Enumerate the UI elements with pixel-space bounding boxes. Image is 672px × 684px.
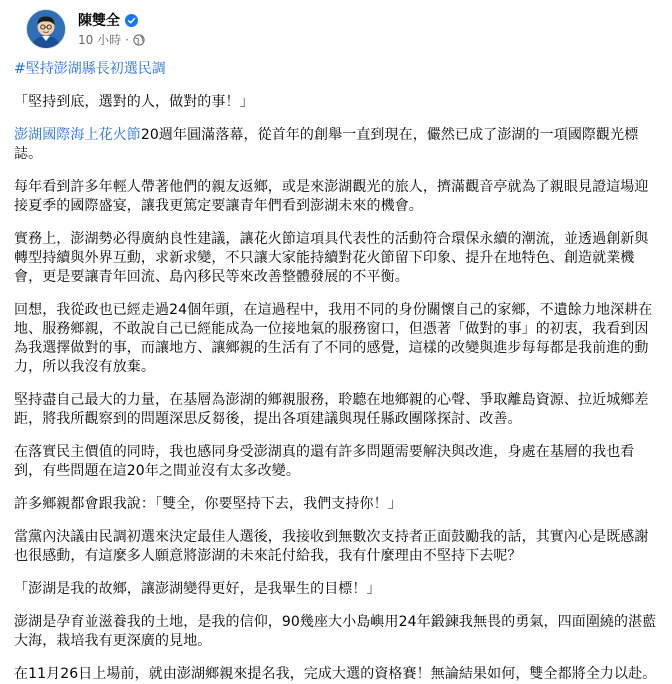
post-paragraph: 堅持盡自己最大的力量，在基層為澎湖的鄉親服務，聆聽在地鄉親的心聲、爭取離島資源、拉近城鄉差距，將我所觀察到的問題深思反芻後，提出各項建議與現任縣政團隊探討、改善。 xyxy=(14,392,649,427)
avatar-portrait-icon xyxy=(27,10,65,48)
post-body xyxy=(14,60,658,684)
post-paragraph: 當黨內決議由民調初選來決定最佳人選後，我接收到無數次支持者正面鼓勵我的話，其實內心是既感謝也很感動，有這麼多人願意將澎湖的未來託付給我，我有什麼理由不堅持下去呢？ xyxy=(14,529,649,564)
post-timestamp[interactable]: 10 小時 xyxy=(78,33,122,47)
post-paragraph: 每年看到許多年輕人帶著他們的親友返鄉，或是來澎湖觀光的旅人，擠滿觀音亭就為了親眼見證這場迎接夏季的國際盛宴，讓我更篤定要讓青年們看到澎湖未來的機會。 xyxy=(14,179,649,214)
post-paragraph: 「堅持到底，選對的人，做對的事！」 xyxy=(14,94,254,110)
post-meta xyxy=(78,31,145,48)
post-header xyxy=(14,0,658,56)
hashtag-link[interactable]: #堅持澎湖縣長初選民調 xyxy=(14,61,166,77)
post-paragraph: 在落實民主價值的同時，我也感同身受澎湖真的還有許多問題需要解決與改進，身處在基層的我也看到，有些問題在這20年之間並沒有太多改變。 xyxy=(14,444,635,479)
event-link[interactable]: 澎湖國際海上花火節 xyxy=(14,127,141,143)
post-paragraph: 「澎湖是我的故鄉，讓澎湖變得更好，是我畢生的目標！」 xyxy=(14,581,381,597)
paragraph-text: 20週年圓滿落幕，從首年的創舉一直到現在，儼然已成了澎湖的一項國際觀光標誌。 xyxy=(14,127,639,162)
avatar[interactable] xyxy=(26,9,66,49)
post-paragraph: 回想，我從政也已經走過24個年頭，在這過程中，我用不同的身份關懷自己的家鄉，不遺餘力地深耕在地、服務鄉親，不敢說自己已經能成為一位接地氣的服務窗口，但憑著「做對的事」的初衷，我看到因為我選擇做對的事，而讓地方、讓鄉親的生活有了不同的感覺，這樣的改變與進步每每都是我前進的動力，所以我沒有放棄。 xyxy=(14,302,653,375)
meta-separator: · xyxy=(125,32,129,47)
post-paragraph xyxy=(14,126,658,164)
globe-icon[interactable] xyxy=(133,34,145,46)
author-name[interactable]: 陳雙全 xyxy=(78,13,120,29)
post-paragraph: 許多鄉親都會跟我說：「雙全，你要堅持下去，我們支持你！」 xyxy=(14,496,402,512)
post-paragraph: 澎湖是孕育並滋養我的土地，是我的信仰，90幾座大小島嶼用24年鍛鍊我無畏的勇氣，四面圍繞的湛藍大海，栽培我有更深廣的見地。 xyxy=(14,614,657,649)
post-paragraph: 在11月26日上場前，就由澎湖鄉親來提名我，完成大選的資格賽！無論結果如何，雙全都將全力以赴。 xyxy=(14,666,657,682)
author-row xyxy=(78,10,138,30)
verified-badge-icon xyxy=(125,14,138,27)
post-paragraph: 實務上，澎湖勢必得廣納良性建議，讓花火節這項具代表性的活動符合環保永續的潮流，並透過創新與轉型持續與外界互動，求新求變，不只讓大家能持續對花火節留下印象、提升在地特色、創造就業機會，更是要讓青年回流、島內移民等來改善整體發展的不平衡。 xyxy=(14,231,649,285)
